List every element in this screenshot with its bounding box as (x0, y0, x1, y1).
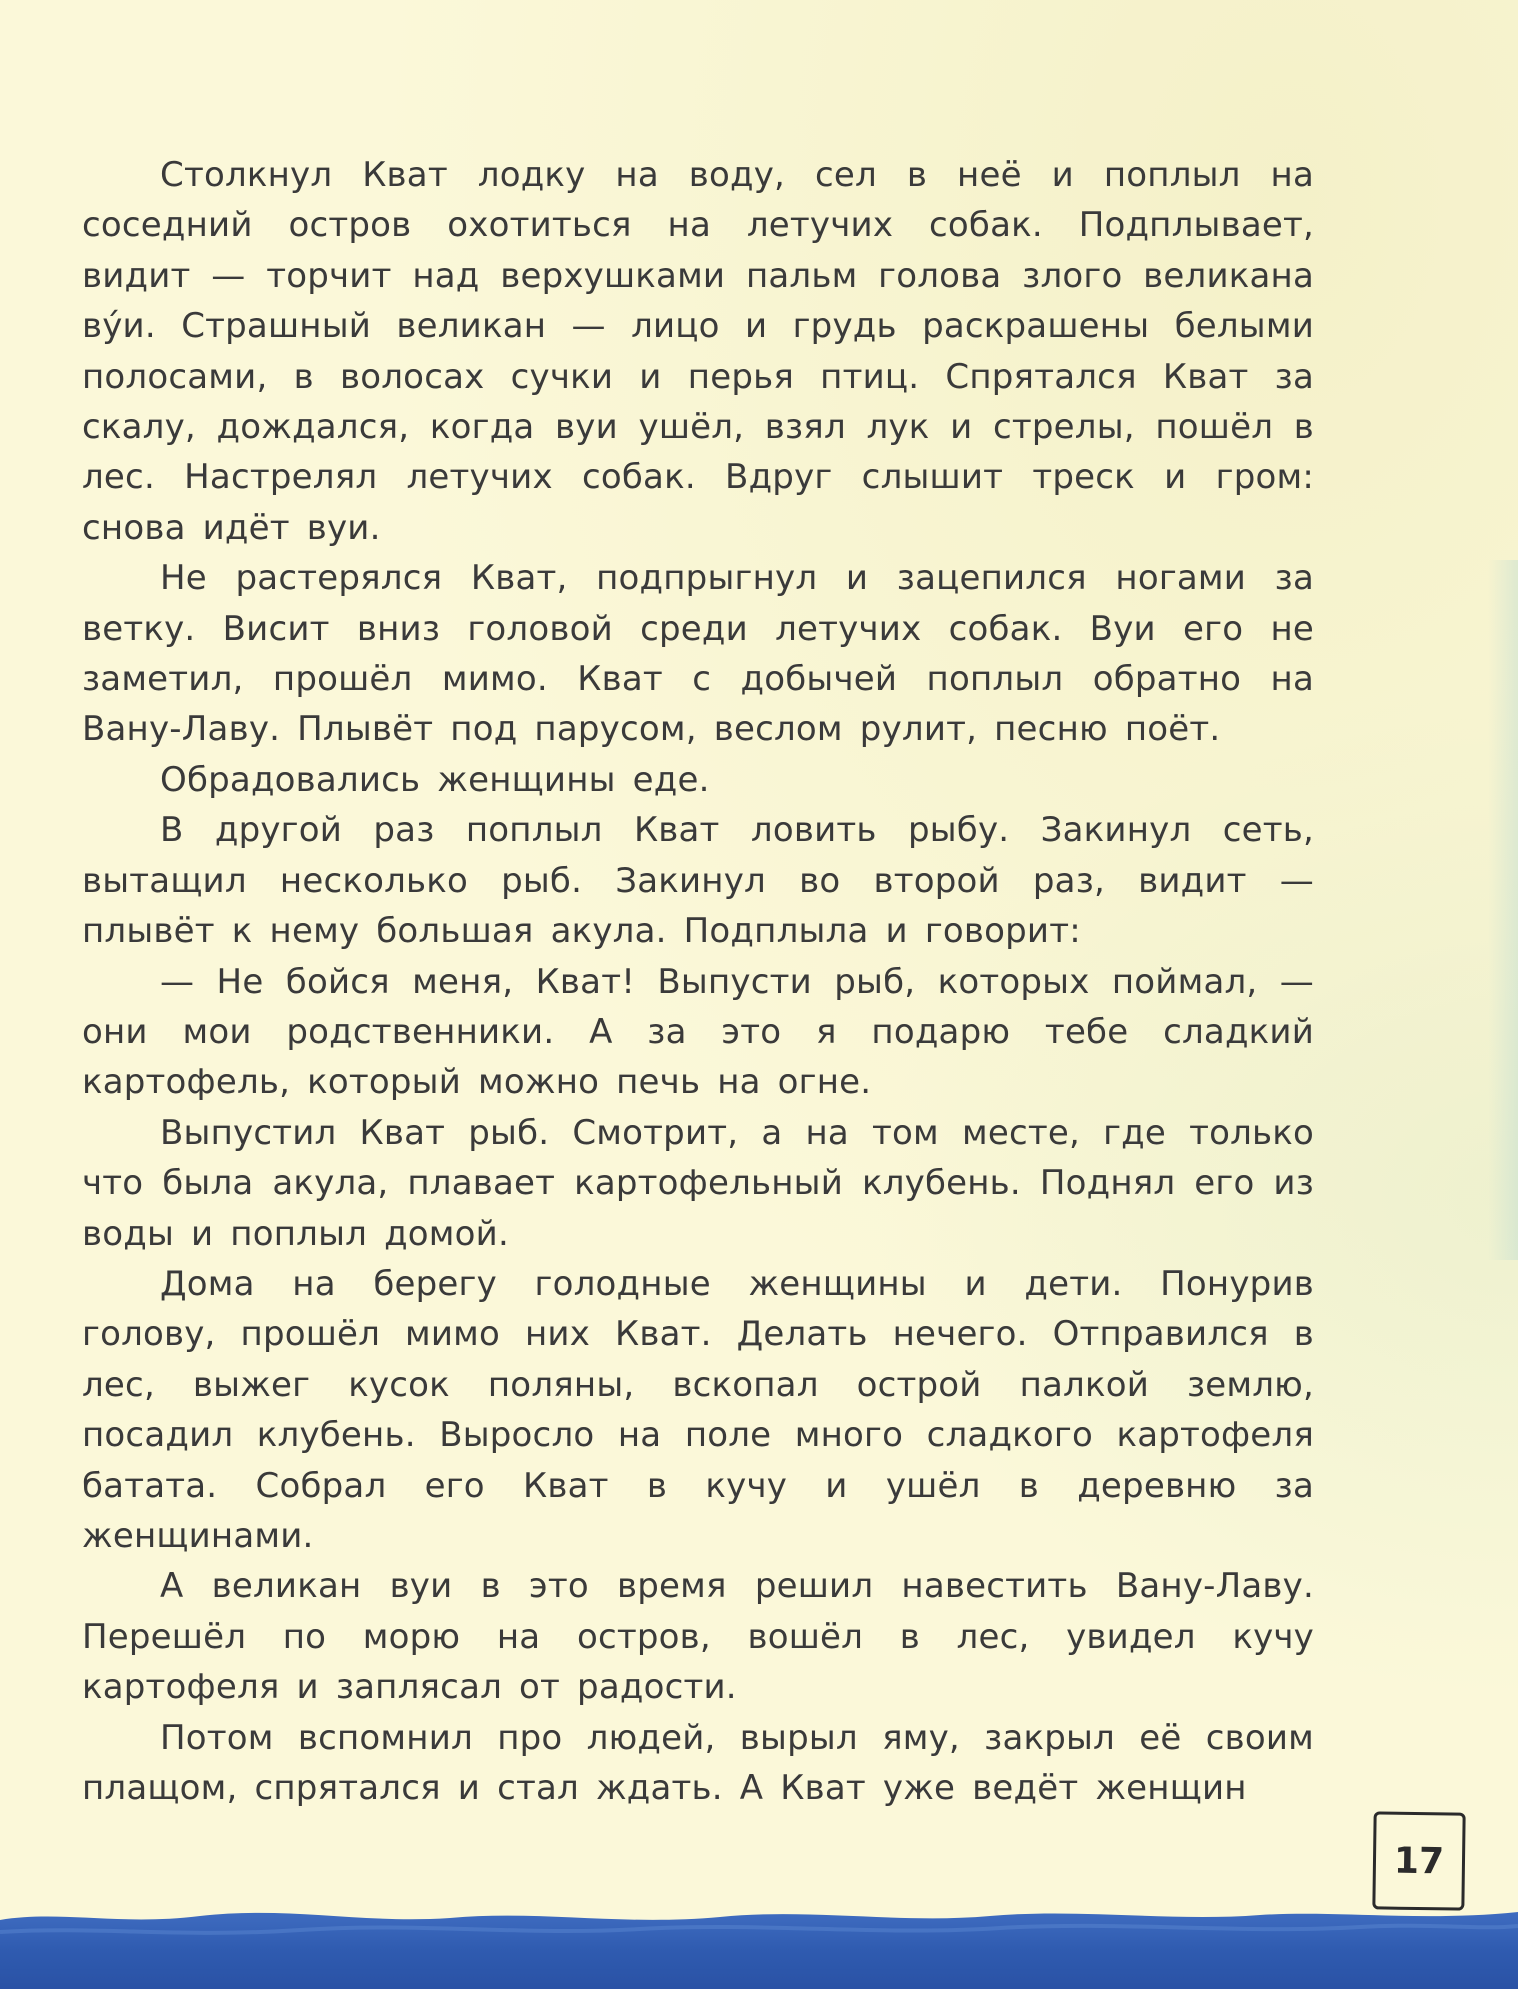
paragraph: Дома на берегу голодные женщины и дети. Понурив голову, прошёл мимо них Кват. Делать нечего. Отправился в лес, выжег кусок поляны, вскопал острой палкой землю, посадил клубень. Выросло на поле много сладкого картофеля батата. Собрал его Кват в кучу и ушёл в деревню за женщинами. (82, 1263, 1314, 1556)
paragraph: — Не бойся меня, Кват! Выпусти рыб, которых поймал, — они мои родственники. А за это я подарю тебе сладкий картофель, который можно печь на огне. (82, 961, 1314, 1103)
story-text (82, 150, 1314, 1813)
paragraph: Потом вспомнил про людей, вырыл яму, закрыл её своим плащом, спрятался и стал ждать. А Кват уже ведёт женщин (82, 1717, 1314, 1808)
blue-watercolor-band (0, 1902, 1518, 1989)
paragraph: Столкнул Кват лодку на воду, сел в неё и поплыл на соседний остров охотиться на летучих собак. Подплывает, видит — торчит над верхушками пальм голова злого великана ву́и. Страшный великан — лицо и грудь раскрашены белыми полосами, в волосах сучки и перья птиц. Спрятался Кват за скалу, дождался, когда вуи ушёл, взял лук и стрелы, пошёл в лес. Настрелял летучих собак. Вдруг слышит треск и гром: снова идёт вуи. (82, 155, 1314, 548)
watercolor-wash (1488, 560, 1518, 1260)
page-number-box (1372, 1811, 1465, 1910)
paragraph: Не растерялся Кват, подпрыгнул и зацепился ногами за ветку. Висит вниз головой среди летучих собак. Вуи его не заметил, прошёл мимо. Кват с добычей поплыл обратно на Вану-Лаву. Плывёт под парусом, веслом рулит, песню поёт. (82, 558, 1314, 750)
page-number: 17 (1393, 1840, 1445, 1882)
paragraph: Обрадовались женщины еде. (160, 759, 710, 800)
paragraph: Выпустил Кват рыб. Смотрит, а на том месте, где только что была акула, плавает картофельный клубень. Поднял его из воды и поплыл домой. (82, 1112, 1314, 1254)
paragraph: А великан вуи в это время решил навестить Вану-Лаву. Перешёл по морю на остров, вошёл в лес, увидел кучу картофеля и заплясал от радости. (82, 1566, 1314, 1708)
paragraph: В другой раз поплыл Кват ловить рыбу. Закинул сеть, вытащил несколько рыб. Закинул во второй раз, видит — плывёт к нему большая акула. Подплыла и говорит: (82, 810, 1314, 952)
